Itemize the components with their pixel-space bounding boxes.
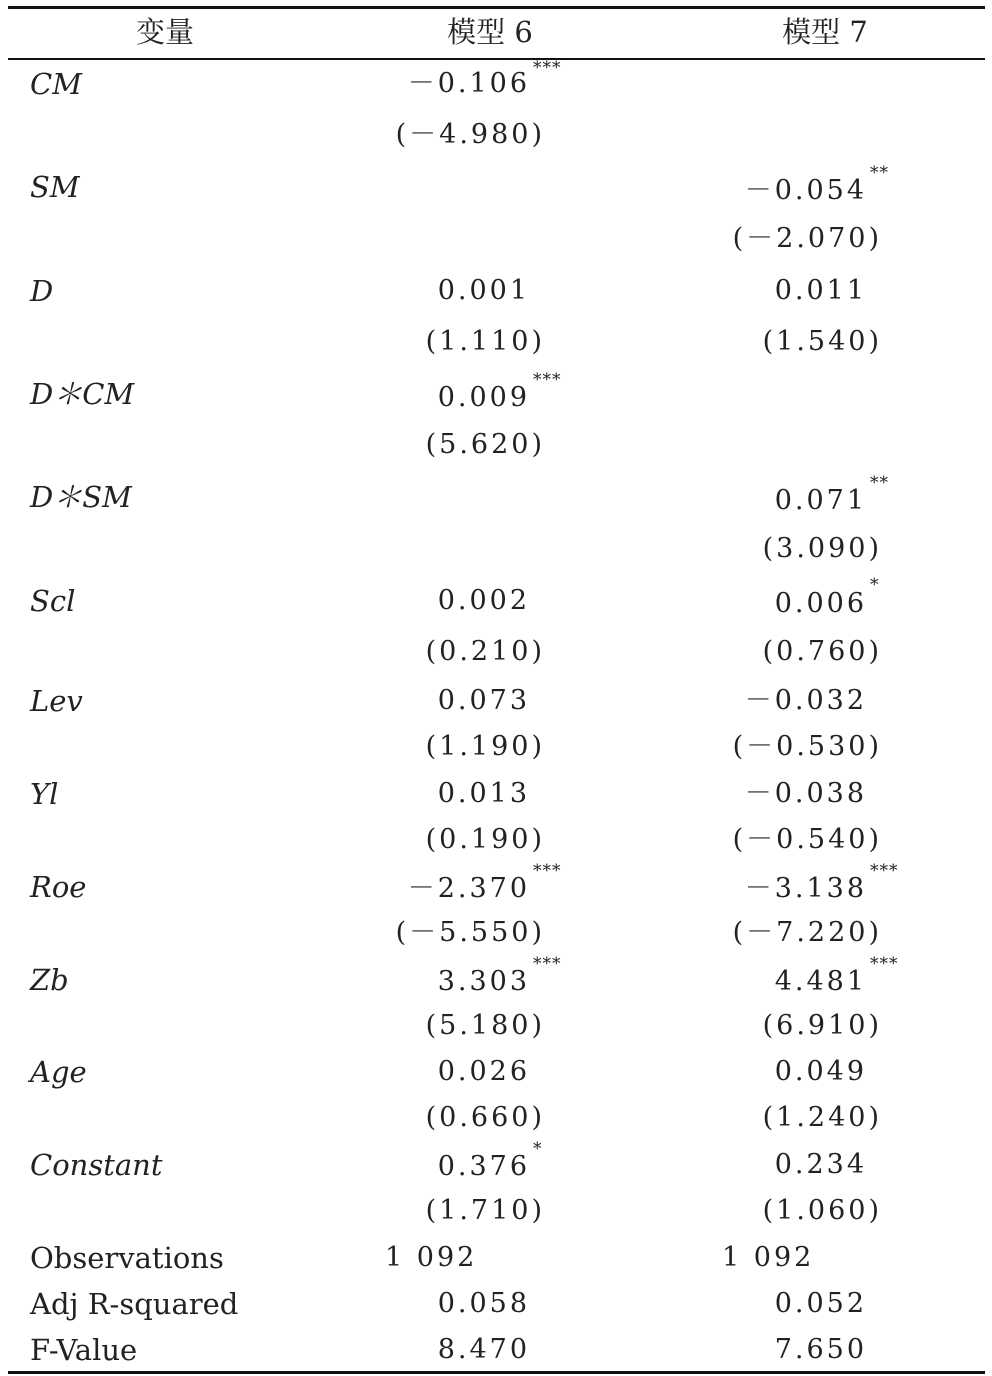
model6-tstat: (0.210) xyxy=(425,636,545,667)
header-rule xyxy=(8,58,985,60)
model6-coef: －2.370 xyxy=(407,873,530,904)
table-row-zb xyxy=(0,954,992,1002)
table-row-sm-t xyxy=(0,217,992,261)
row-label: Zb xyxy=(30,963,69,997)
model7-sig: ** xyxy=(870,163,889,183)
header-model7: 模型 7 xyxy=(782,15,868,49)
model7-value: 0.052 xyxy=(774,1288,867,1319)
model6-tstat: (1.190) xyxy=(425,731,545,762)
model6-coef: 0.073 xyxy=(437,685,530,716)
row-label: SM xyxy=(30,170,80,204)
model6-coef: 0.026 xyxy=(437,1056,530,1087)
header-variable: 变量 xyxy=(135,15,194,49)
table-row-age-t xyxy=(0,1096,992,1140)
model7-coef: 0.049 xyxy=(774,1056,867,1087)
model6-coef: 0.002 xyxy=(437,585,530,616)
model7-coef: －0.032 xyxy=(744,685,867,716)
model7-coef: 0.011 xyxy=(774,275,867,306)
table-row-constant-t xyxy=(0,1189,992,1233)
model7-sig: *** xyxy=(870,861,899,881)
model7-tstat: (1.060) xyxy=(762,1195,882,1226)
table-row-scl xyxy=(0,575,992,623)
model6-tstat: (0.190) xyxy=(425,824,545,855)
table-row-d-sm-t xyxy=(0,527,992,571)
table-row-cm-t xyxy=(0,113,992,157)
model6-sig: *** xyxy=(533,954,562,974)
row-label: CM xyxy=(30,67,82,101)
model7-sig: * xyxy=(870,575,880,595)
model6-value: 0.058 xyxy=(437,1288,530,1319)
row-label: Constant xyxy=(30,1148,163,1182)
model7-coef: －3.138 xyxy=(744,873,867,904)
table-row-d-sm xyxy=(0,475,992,519)
row-label: Adj R-squared xyxy=(30,1287,239,1321)
model7-coef: 0.071 xyxy=(774,485,867,516)
model6-coef: 0.009 xyxy=(437,382,530,413)
model7-tstat: (0.760) xyxy=(762,636,882,667)
model7-tstat: (－0.530) xyxy=(732,731,882,762)
model7-tstat: (－7.220) xyxy=(732,917,882,948)
model6-tstat: (1.710) xyxy=(425,1195,545,1226)
model7-coef: 0.006 xyxy=(774,588,867,619)
table-row-age xyxy=(0,1050,992,1094)
model6-sig: *** xyxy=(533,861,562,881)
model7-coef: －0.038 xyxy=(744,778,867,809)
row-label: Roe xyxy=(30,870,87,904)
table-row-yl-t xyxy=(0,818,992,862)
model7-value: 7.650 xyxy=(774,1334,867,1365)
model7-coef: 4.481 xyxy=(774,966,867,997)
model6-tstat: (5.180) xyxy=(425,1010,545,1041)
row-label: Observations xyxy=(30,1241,224,1275)
bottom-rule xyxy=(8,1371,985,1374)
model7-tstat: (3.090) xyxy=(762,533,882,564)
table-row-yl xyxy=(0,772,992,816)
model6-tstat: (0.660) xyxy=(425,1102,545,1133)
row-label: D＊SM xyxy=(30,480,132,514)
table-row-lev-t xyxy=(0,725,992,769)
top-rule xyxy=(8,6,985,9)
table-row-roe-t xyxy=(0,911,992,955)
model6-coef: 3.303 xyxy=(437,966,530,997)
row-label: Lev xyxy=(30,684,83,718)
model6-tstat: (1.110) xyxy=(425,326,545,357)
table-row-f-value xyxy=(0,1328,992,1372)
model6-sig: *** xyxy=(533,370,562,390)
table-row-d-cm xyxy=(0,372,992,416)
model7-tstat: (－2.070) xyxy=(732,223,882,254)
row-label: D＊CM xyxy=(30,377,135,411)
row-label: F-Value xyxy=(30,1333,138,1367)
model6-sig: * xyxy=(533,1139,543,1159)
table-row-zb-t xyxy=(0,1004,992,1048)
table-row-constant xyxy=(0,1139,992,1187)
table-row-cm xyxy=(0,58,992,106)
model6-coef: －0.106 xyxy=(407,68,530,99)
table-row-d-cm-t xyxy=(0,423,992,467)
row-label: Yl xyxy=(30,777,59,811)
model7-sig: ** xyxy=(870,473,889,493)
model6-tstat: (－5.550) xyxy=(395,917,545,948)
model6-tstat: (5.620) xyxy=(425,429,545,460)
model7-tstat: (6.910) xyxy=(762,1010,882,1041)
table-header xyxy=(0,12,992,52)
model7-tstat: (1.540) xyxy=(762,326,882,357)
row-label: Age xyxy=(30,1055,87,1089)
model7-value: 1 092 xyxy=(722,1242,815,1273)
table-row-scl-t xyxy=(0,630,992,674)
table-row-sm xyxy=(0,165,992,209)
model6-coef: 0.376 xyxy=(437,1151,530,1182)
model6-value: 1 092 xyxy=(385,1242,478,1273)
model7-tstat: (1.240) xyxy=(762,1102,882,1133)
model7-tstat: (－0.540) xyxy=(732,824,882,855)
table-row-d-t xyxy=(0,320,992,364)
table-row-roe xyxy=(0,861,992,909)
model6-sig: *** xyxy=(533,58,562,78)
table-row-d xyxy=(0,269,992,313)
model6-value: 8.470 xyxy=(437,1334,530,1365)
model6-tstat: (－4.980) xyxy=(395,119,545,150)
model6-coef: 0.013 xyxy=(437,778,530,809)
table-row-adj-r2 xyxy=(0,1282,992,1326)
model6-coef: 0.001 xyxy=(437,275,530,306)
table-row-lev xyxy=(0,679,992,723)
header-model6: 模型 6 xyxy=(447,15,533,49)
model7-coef: 0.234 xyxy=(774,1149,867,1180)
table-row-observations xyxy=(0,1236,992,1280)
model7-coef: －0.054 xyxy=(744,175,867,206)
model7-sig: *** xyxy=(870,954,899,974)
row-label: Scl xyxy=(30,584,76,618)
row-label: D xyxy=(30,274,54,308)
